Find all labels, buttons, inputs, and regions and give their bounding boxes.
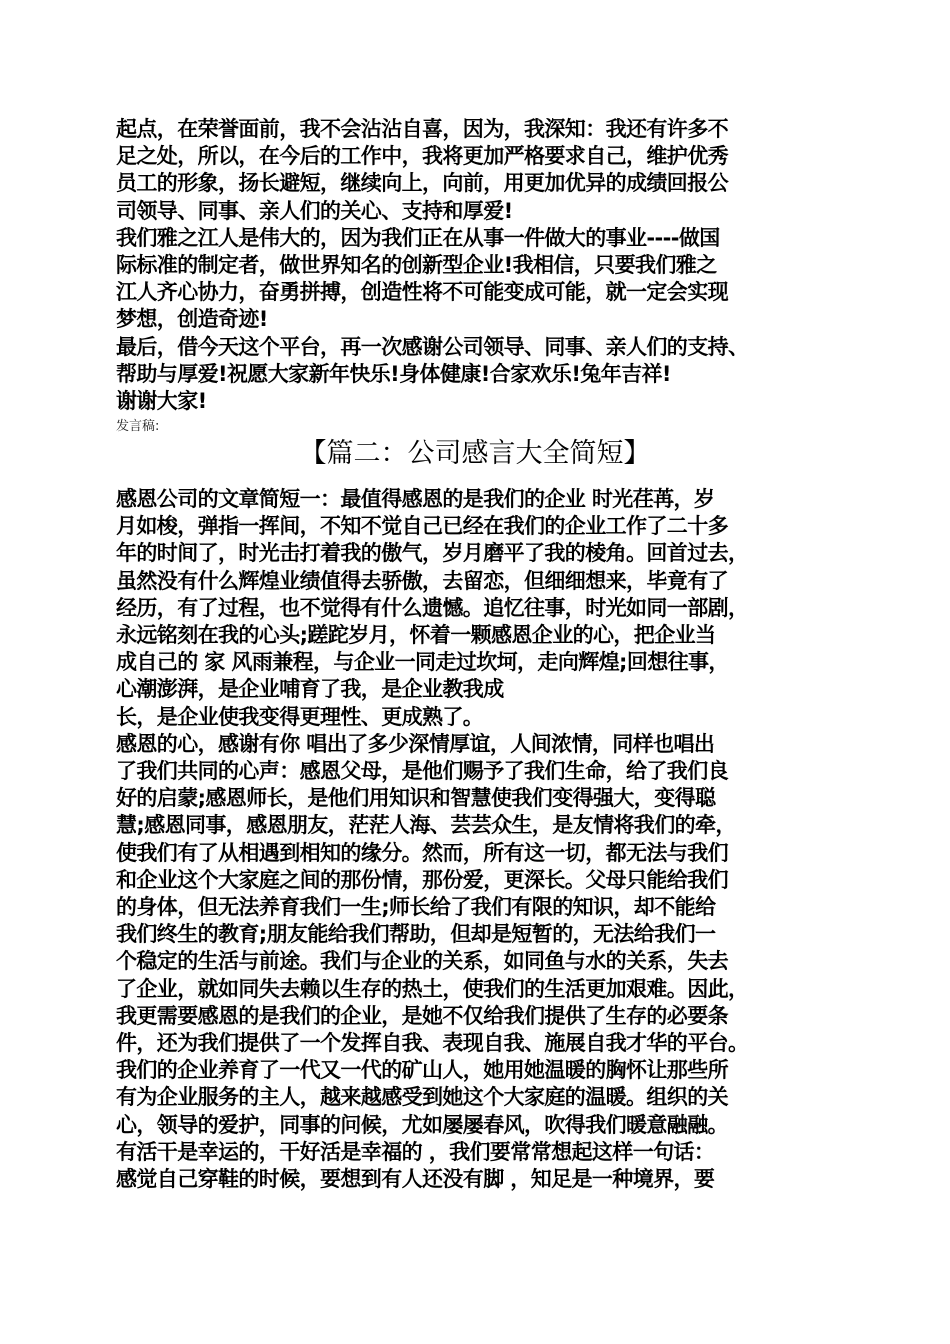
text-line: 好的启蒙;感恩师长，是他们用知识和智慧使我们变得强大，变得聪 <box>116 786 716 811</box>
text-line: 长，是企业使我变得更理性、更成熟了。 <box>116 704 484 729</box>
text-line: 了企业，就如同失去赖以生存的热土，使我们的生活更加艰难。因此， <box>116 976 749 1001</box>
text-line: 际标准的制定者，做世界知名的创新型企业!我相信，只要我们雅之 <box>116 253 717 278</box>
text-line: 月如梭，弹指一挥间，不知不觉自己已经在我们的企业工作了二十多 <box>116 514 728 539</box>
text-line: 成自己的 家 风雨兼程，与企业一同走过坎坷，走向辉煌;回想往事， <box>116 650 729 675</box>
text-line: 帮助与厚爱!祝愿大家新年快乐!身体健康!合家欢乐!兔年吉祥! <box>116 361 671 386</box>
text-line: 足之处，所以，在今后的工作中，我将更加严格要求自己，维护优秀 <box>116 144 728 169</box>
text-block-2 <box>116 486 876 1193</box>
section-heading: 【篇二：公司感言大全简短】 <box>299 438 651 469</box>
text-line: 经历，有了过程，也不觉得有什么遗憾。追忆往事，时光如同一部剧， <box>116 595 749 620</box>
text-line: 心，领导的爱护，同事的问候，尤如屡屡春风，吹得我们暖意融融。 <box>116 1112 728 1137</box>
text-line: 谢谢大家! <box>116 389 207 414</box>
text-line: 了我们共同的心声：感恩父母，是他们赐予了我们生命，给了我们良 <box>116 759 728 784</box>
text-line: 使我们有了从相遇到相知的缘分。然而，所有这一切，都无法与我们 <box>116 840 728 865</box>
text-line: 心潮澎湃，是企业哺育了我，是企业教我成 <box>116 677 504 702</box>
text-line: 我们雅之江人是伟大的，因为我们正在从事一件做大的事业----做国 <box>116 225 720 250</box>
text-line: 虽然没有什么辉煌业绩值得去骄傲，去留恋，但细细想来，毕竟有了 <box>116 568 728 593</box>
caption-text: 发言稿: <box>116 419 160 434</box>
text-line: 永远铭刻在我的心头;蹉跎岁月，怀着一颗感恩企业的心，把企业当 <box>116 623 716 648</box>
text-line: 司领导、同事、亲人们的关心、支持和厚爱! <box>116 198 513 223</box>
text-line: 感恩的心，感谢有你 唱出了多少深情厚谊，人间浓情，同样也唱出 <box>116 731 715 756</box>
text-line: 感恩公司的文章简短一：最值得感恩的是我们的企业 时光荏苒，岁 <box>116 487 715 511</box>
text-line: 年的时间了，时光击打着我的傲气，岁月磨平了我的棱角。回首过去， <box>116 541 749 566</box>
text-line: 我们终生的教育;朋友能给我们帮助，但却是短暂的，无法给我们一 <box>116 922 716 947</box>
text-line: 起点，在荣誉面前，我不会沾沾自喜，因为，我深知：我还有许多不 <box>116 117 728 141</box>
text-line: 的身体，但无法养育我们一生;师长给了我们有限的知识，却不能给 <box>116 895 716 920</box>
text-line: 个稳定的生活与前途。我们与企业的关系，如同鱼与水的关系，失去 <box>116 949 728 974</box>
text-line: 和企业这个大家庭之间的那份情，那份爱，更深长。父母只能给我们 <box>116 867 728 892</box>
text-line: 梦想，创造奇迹! <box>116 307 268 332</box>
text-line: 有活干是幸运的，干好活是幸福的 ，我们要常常想起这样一句话： <box>116 1139 715 1164</box>
text-line: 江人齐心协力，奋勇拼搏，创造性将不可能变成可能，就一定会实现 <box>116 280 728 305</box>
text-line: 慧;感恩同事，感恩朋友，茫茫人海、芸芸众生，是友情将我们的牵， <box>116 813 736 838</box>
text-line: 最后，借今天这个平台，再一次感谢公司领导、同事、亲人们的支持、 <box>116 334 749 359</box>
text-line: 感觉自己穿鞋的时候，要想到有人还没有脚 ，知足是一种境界，要 <box>116 1167 715 1192</box>
text-line: 员工的形象，扬长避短，继续向上，向前，用更加优异的成绩回报公 <box>116 171 728 196</box>
text-line: 我更需要感恩的是我们的企业，是她不仅给我们提供了生存的必要条 <box>116 1003 728 1028</box>
text-block-1 <box>116 116 876 415</box>
text-line: 我们的企业养育了一代又一代的矿山人，她用她温暖的胸怀让那些所 <box>116 1058 728 1083</box>
text-line: 件，还为我们提供了一个发挥自我、表现自我、施展自我才华的平台。 <box>116 1031 749 1056</box>
text-line: 有为企业服务的主人，越来越感受到她这个大家庭的温暖。组织的关 <box>116 1085 728 1110</box>
